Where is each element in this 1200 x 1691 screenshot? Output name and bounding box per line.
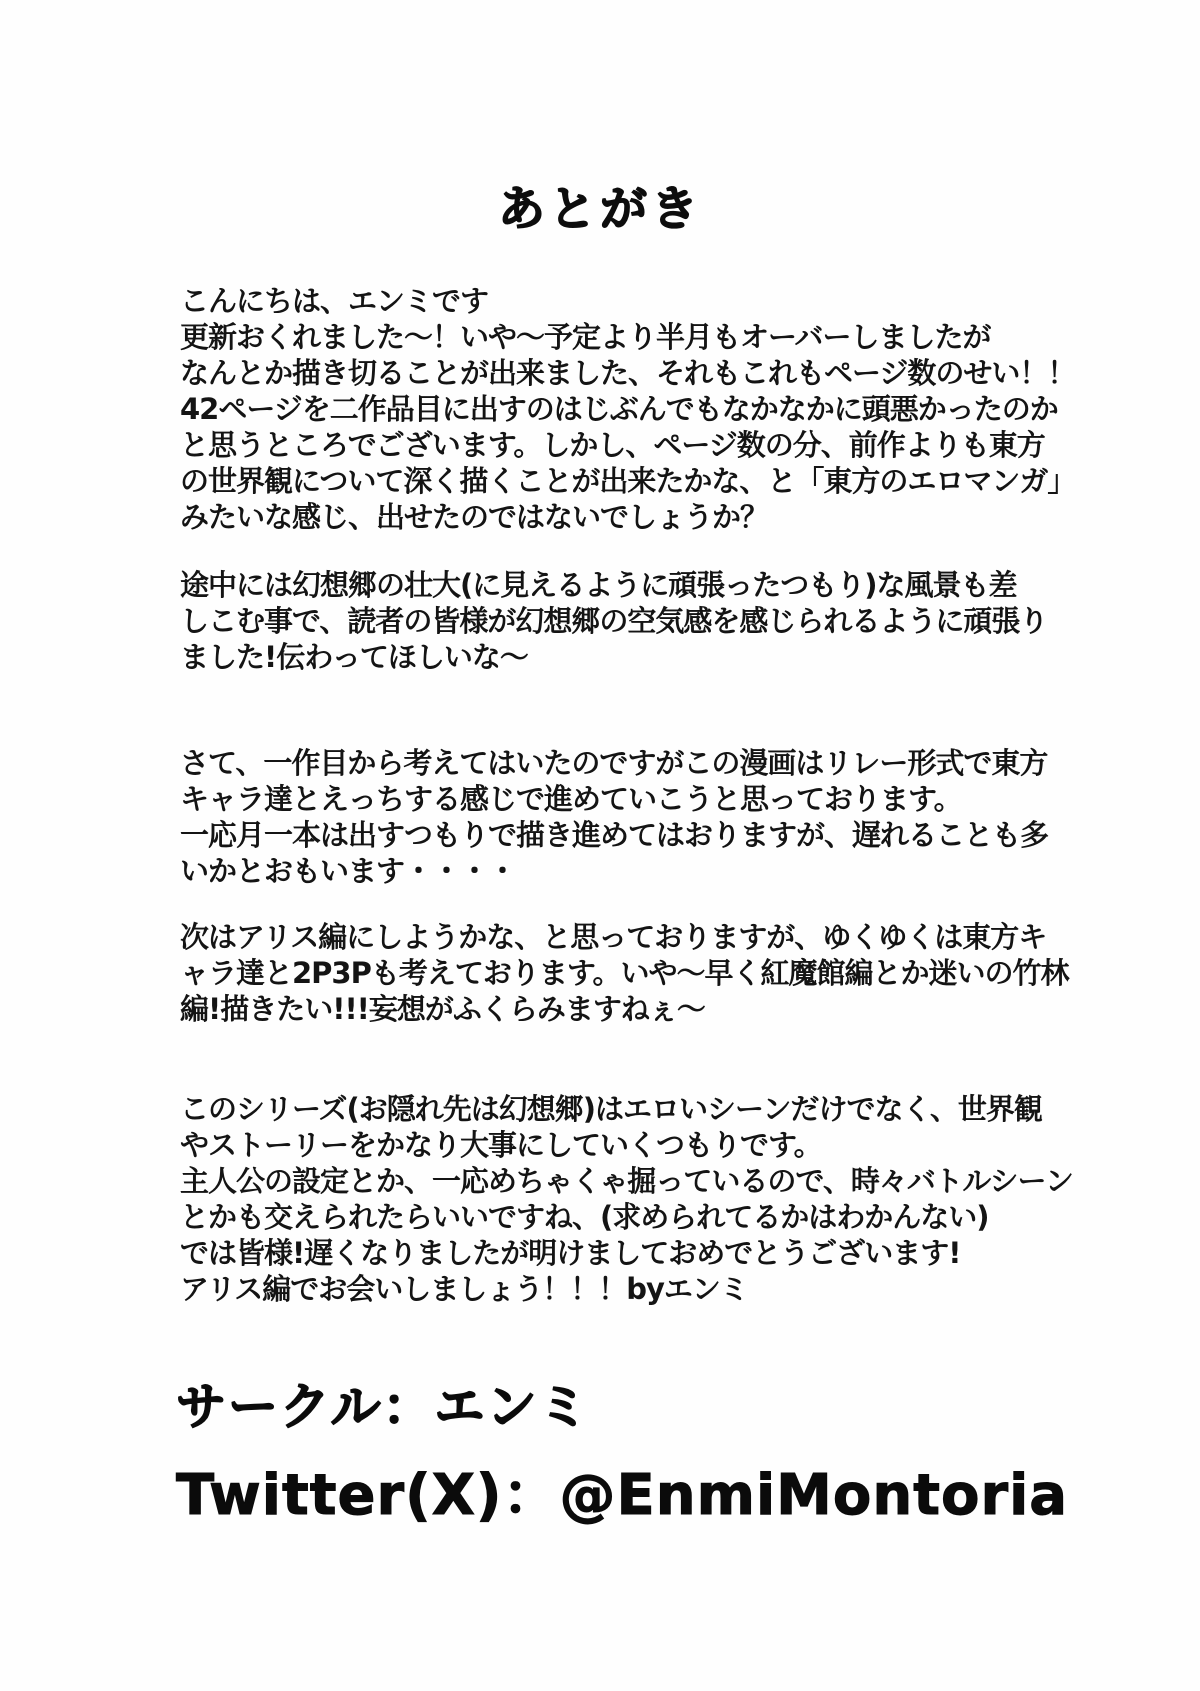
- paragraph: [180, 745, 1049, 889]
- text-line: なんとか描き切ることが出来ました、それもこれもページ数のせい！！: [180, 356, 1076, 390]
- text-line: いかとおもいます・・・・: [180, 854, 517, 888]
- text-line: 主人公の設定とか、一応めちゃくゃ掘っているので、時々バトルシーン: [180, 1164, 1073, 1198]
- text-line: 次はアリス編にしようかな、と思っておりますが、ゆくゆくは東方キ: [180, 920, 1047, 954]
- text-line: では皆様!遅くなりましたが明けましておめでとうございます!: [180, 1236, 961, 1270]
- text-line: 編!描きたい!!!妄想がふくらみますねぇ～: [180, 992, 705, 1026]
- text-line: とかも交えられたらいいですね、(求められてるかはわかんない): [180, 1200, 989, 1234]
- circle-name: サークル：エンミ: [176, 1378, 591, 1436]
- text-line: こんにちは、エンミです: [180, 284, 489, 318]
- page-title: あとがき: [498, 182, 702, 237]
- paragraph: [180, 283, 1076, 535]
- text-line: アリス編でお会いしましょう！！！byエンミ: [180, 1272, 748, 1306]
- text-line: やストーリーをかなり大事にしていくつもりです。: [180, 1128, 822, 1162]
- text-line: ました!伝わってほしいな～: [180, 640, 528, 674]
- text-line: 42ページを二作品目に出すのはじぶんでもなかなかに頭悪かったのか: [180, 392, 1058, 426]
- text-line: の世界観について深く描くことが出来たかな、と「東方のエロマンガ」: [180, 464, 1076, 498]
- footer: [176, 1367, 1200, 1531]
- text-line: 一応月一本は出すつもりで描き進めてはおりますが、遅れることも多: [180, 818, 1049, 852]
- paragraph: [180, 1091, 1073, 1307]
- twitter-handle: Twitter(X)：@EnmiMontoria: [176, 1463, 1069, 1528]
- text-line: さて、一作目から考えてはいたのですがこの漫画はリレー形式で東方: [180, 746, 1048, 780]
- text-line: みたいな感じ、出せたのではないでしょうか？: [180, 500, 769, 534]
- body-text: [180, 283, 1076, 1307]
- paragraph: [180, 567, 1048, 675]
- text-line: キャラ達とえっちする感じで進めていこうと思っております。: [180, 782, 962, 816]
- text-line: ャラ達と2P3Pも考えております。いや～早く紅魔館編とか迷いの竹林: [180, 956, 1069, 990]
- paragraph: [180, 919, 1069, 1027]
- text-line: 更新おくれました～！いや～予定より半月もオーバーしましたが: [180, 320, 991, 354]
- text-line: このシリーズ(お隠れ先は幻想郷)はエロいシーンだけでなく、世界観: [180, 1092, 1042, 1126]
- text-line: と思うところでございます。しかし、ページ数の分、前作よりも東方: [180, 428, 1045, 462]
- text-line: 途中には幻想郷の壮大(に見えるように頑張ったつもり)な風景も差: [180, 568, 1017, 602]
- text-line: しこむ事で、読者の皆様が幻想郷の空気感を感じられるように頑張り: [180, 604, 1048, 638]
